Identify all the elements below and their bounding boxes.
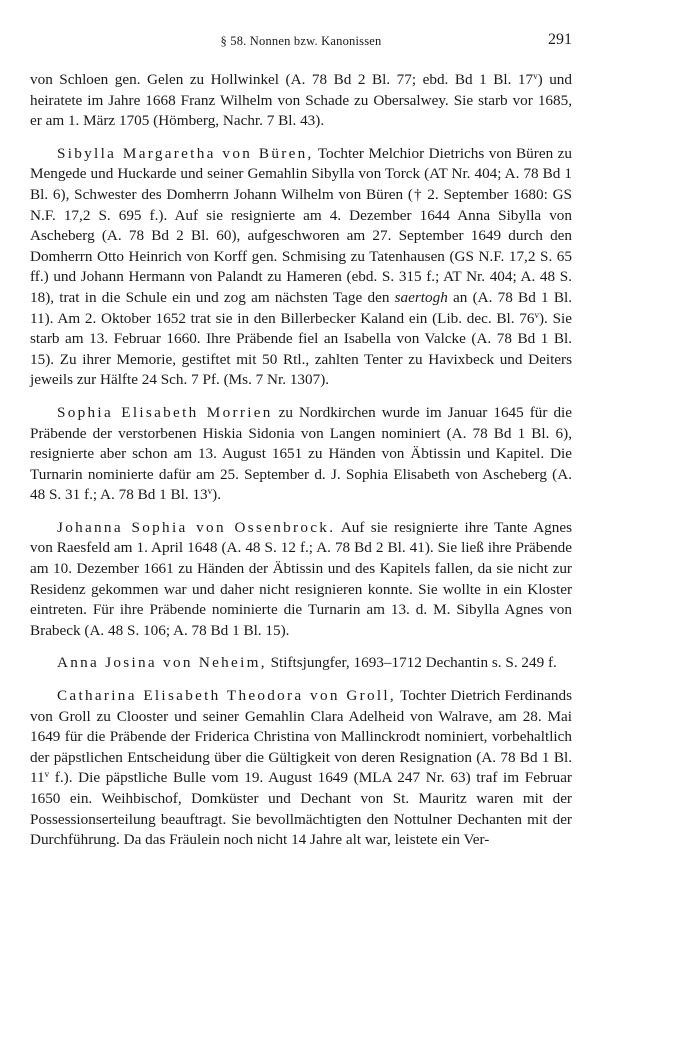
entry-name: Catharina Elisabeth Theodora von Groll, bbox=[57, 687, 396, 705]
text-segment: zu Nordkirchen wurde im Januar 1645 für die Präbende der verstorbenen Hiskia Sidonia von Langen nominiert (A. 78 Bd 1 Bl. 6), resignierte aber schon am 13. August 1651 zu Händen von Äbtissin und Kapitel. Die Turnarin nominierte dafür am 25. September d. J. Sophia Elisabeth von Ascheberg (A. 48 S. 31 f.; A. 78 Bd 1 Bl. 13 bbox=[30, 403, 572, 504]
body-text bbox=[30, 70, 572, 863]
text-segment: Tochter Dietrich Ferdinands von Groll zu Clooster und seiner Gemahlin Clara Adelheid von Walrave, am 28. Mai 1649 für die Präbende der Friderica Christina von Mallinckrodt nominiert, vorbehaltlich der päpstlichen Entscheidung über die Gültigkeit von deren Resignation (A. 78 Bd 1 Bl. 11 bbox=[30, 687, 573, 787]
entry-name: Sibylla Margaretha von Büren, bbox=[57, 144, 314, 162]
text-segment: f.). Die päpstliche Bulle vom 19. August 1649 (MLA 247 Nr. 63) traf im Februar 1650 ein. Weihbischof, Domküster und Dechant von St. Mauritz waren mit der Possessionserteilung beauftragt. Sie bevollmächtigten den Nottulner Dechanten mit der Durchführung. Da das Fräulein noch nicht 14 Jahre alt war, leistete ein Ver- bbox=[30, 769, 572, 849]
text-segment: Auf sie resignierte ihre Tante Agnes von Raesfeld am 1. April 1648 (A. 48 S. 12 f.; A. 78 Bd 2 Bl. 41). Sie ließ ihre Präbende am 10. Dezember 1661 zu Händen der Äbtissin und des Kapitels fallen, da sie nicht zur Residenz gekommen war und daher nicht resignieren konnte. Sie wollte in ein Kloster eintreten. Für ihre Präbende nominierte die Turnarin am 13. d. M. Sibylla Agnes von Brabeck (A. 48 S. 106; A. 78 Bd 1 Bl. 15). bbox=[30, 518, 572, 639]
italic-term: saertogh bbox=[394, 288, 448, 306]
running-header bbox=[30, 31, 572, 54]
section-title: § 58. Nonnen bzw. Kanonissen bbox=[220, 34, 382, 48]
page-number: 291 bbox=[548, 31, 572, 48]
text-segment: ). Sie starb am 13. Februar 1660. Ihre Präbende fiel an Isabella von Valcke (A. 78 Bd 1 Bl. 15). Zu ihrer Memorie, gestiftet mit 50 Rtl., zahlten Tenter zu Havixbeck und Deiters jeweils zur Hälfte 24 Sch. 7 Pf. (Ms. 7 Nr. 1307). bbox=[30, 309, 572, 389]
text-segment: ). bbox=[212, 486, 221, 504]
entry-sibylla-margaretha-von-bueren bbox=[30, 144, 572, 391]
text-segment: an (A. 78 Bd 1 Bl. 11). Am 2. Oktober 1652 trat sie in den Billerbecker Kaland ein (Lib. dec. Bl. 76 bbox=[30, 288, 572, 327]
text-segment: Stiftsjungfer, 1693–1712 Dechantin s. S. 249 f. bbox=[266, 654, 557, 672]
entry-anna-josina-von-neheim bbox=[30, 653, 572, 674]
superscript: v bbox=[207, 486, 213, 497]
superscript: v bbox=[534, 309, 539, 320]
entry-sophia-elisabeth-morrien bbox=[30, 403, 572, 506]
entry-johanna-sophia-von-ossenbrock bbox=[30, 518, 572, 642]
text-segment: von Schloen gen. Gelen zu Hollwinkel (A. 78 Bd 2 Bl. 77; ebd. Bd 1 Bl. 17 bbox=[30, 71, 534, 88]
entry-name: Johanna Sophia von Ossenbrock. bbox=[57, 518, 336, 536]
text-segment: Tochter Melchior Dietrichs von Büren zu Mengede und Huckarde und seiner Gemahlin Sibylla von Torck (AT Nr. 404; A. 78 Bd 1 Bl. 6), Schwester des Domherrn Johann Wilhelm von Büren († 2. September 1680: GS N.F. 17,2 S. 695 f.). Auf sie resignierte am 4. Dezember 1644 Anna Sibylla von Ascheberg (A. 78 Bd 2 Bl. 60), aufgeschworen am 27. September 1649 durch den Domherrn Otto Heinrich von Korff gen. Schmising zu Tatenhausen (GS N.F. 17,2 S. 65 ff.) und Johann Hermann von Palandt zu Hameren (ebd. S. 315 f.; AT Nr. 404; A. 48 S. 18), trat in die Schule ein und zog am nächsten Tage den bbox=[30, 144, 572, 306]
entry-name: Sophia Elisabeth Morrien bbox=[57, 403, 273, 421]
superscript: v bbox=[533, 71, 538, 81]
superscript: v bbox=[44, 769, 50, 780]
entry-catharina-elisabeth-theodora-von-groll bbox=[30, 686, 572, 851]
entry-name: Anna Josina von Neheim, bbox=[57, 654, 267, 672]
paragraph-continuation bbox=[30, 70, 572, 132]
text-segment: ) und heiratete im Jahre 1668 Franz Wilhelm von Schade zu Obersalwey. Sie starb vor 1685, er am 1. März 1705 (Hömberg, Nachr. 7 Bl. 43). bbox=[30, 71, 572, 130]
